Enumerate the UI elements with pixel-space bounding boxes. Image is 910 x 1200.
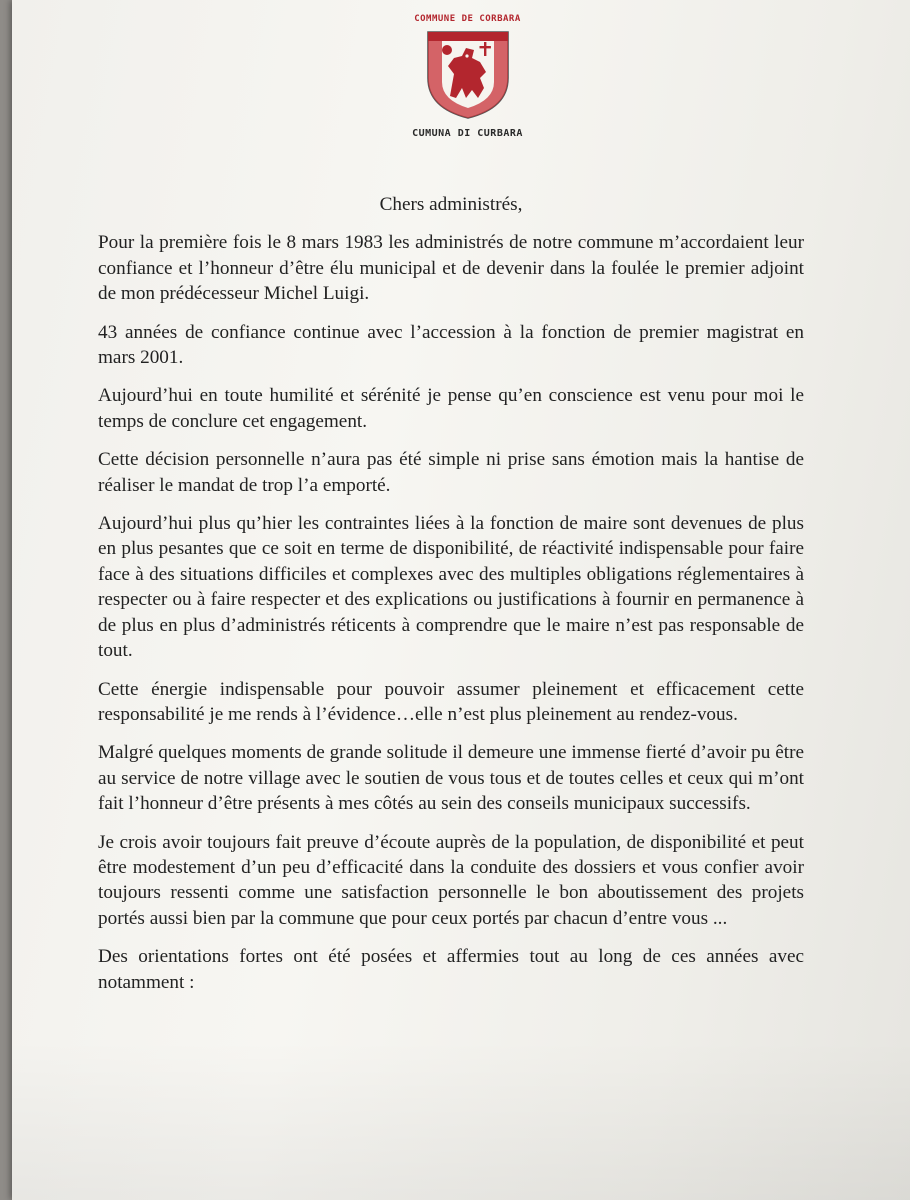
paragraph: Des orientations fortes ont été posées et affermies tout au long de ces années avec notamment : [98,946,804,993]
paragraph: 43 années de confiance continue avec l’accession à la fonction de premier magistrat en mars 2001. [98,321,804,369]
paragraph: Malgré quelques moments de grande solitude il demeure une immense fierté d’avoir pu être au service de notre village avec le soutien de vous tous et de toutes celles et ceux qui m’ont fait l’honneur d’être présents à mes côtés au sein des conseils municipaux successifs. [98,742,804,815]
paragraph: Aujourd’hui en toute humilité et sérénité je pense qu’en conscience est venu pour moi le temps de conclure cet engagement. [98,385,804,432]
page-shadow [12,1040,910,1200]
coat-of-arms-icon [420,26,516,122]
letterhead [410,14,525,139]
paragraph: Cette décision personnelle n’aura pas été simple ni prise sans émotion mais la hantise de réaliser le mandat de trop l’a emporté. [98,449,804,496]
salutation: Chers administrés, [379,194,523,215]
paragraph: Je crois avoir toujours fait preuve d’écoute auprès de la population, de disponibilité et peut être modestement d’un peu d’efficacité dans la conduite des dossiers et vous confier avoir toujours ressenti comme une satisfaction personnelle le bon aboutissement des projets portés aussi bien par la commune que pour ceux portés par chacun d’entre vous ... [98,831,804,929]
paragraph: Aujourd’hui plus qu’hier les contraintes liées à la fonction de maire sont devenues de plus en plus pesantes que ce soit en terme de disponibilité, de réactivité indispensable pour faire face à des situations difficiles et complexes avec des multiples obligations réglementaires à respecter ou à faire respecter et des explications ou justifications à fournir en permanence à de plus en plus d’administrés réticents à comprendre que le maire n’est pas responsable de tout. [98,513,804,662]
paragraph: Cette énergie indispensable pour pouvoir assumer pleinement et efficacement cette responsabilité je me rends à l’évidence…elle n’est plus pleinement au rendez-vous. [98,678,804,725]
commune-name-corsican: CUMUNA DI CURBARA [412,128,523,139]
letter-body [98,192,804,1008]
paragraph: Pour la première fois le 8 mars 1983 les administrés de notre commune m’accordaient leur confiance et l’honneur d’être élu municipal et de devenir dans la foulée le premier adjoint de mon prédécesseur Michel Luigi. [98,232,804,305]
commune-name-french: COMMUNE DE CORBARA [414,14,521,24]
letter-page [12,0,910,1200]
